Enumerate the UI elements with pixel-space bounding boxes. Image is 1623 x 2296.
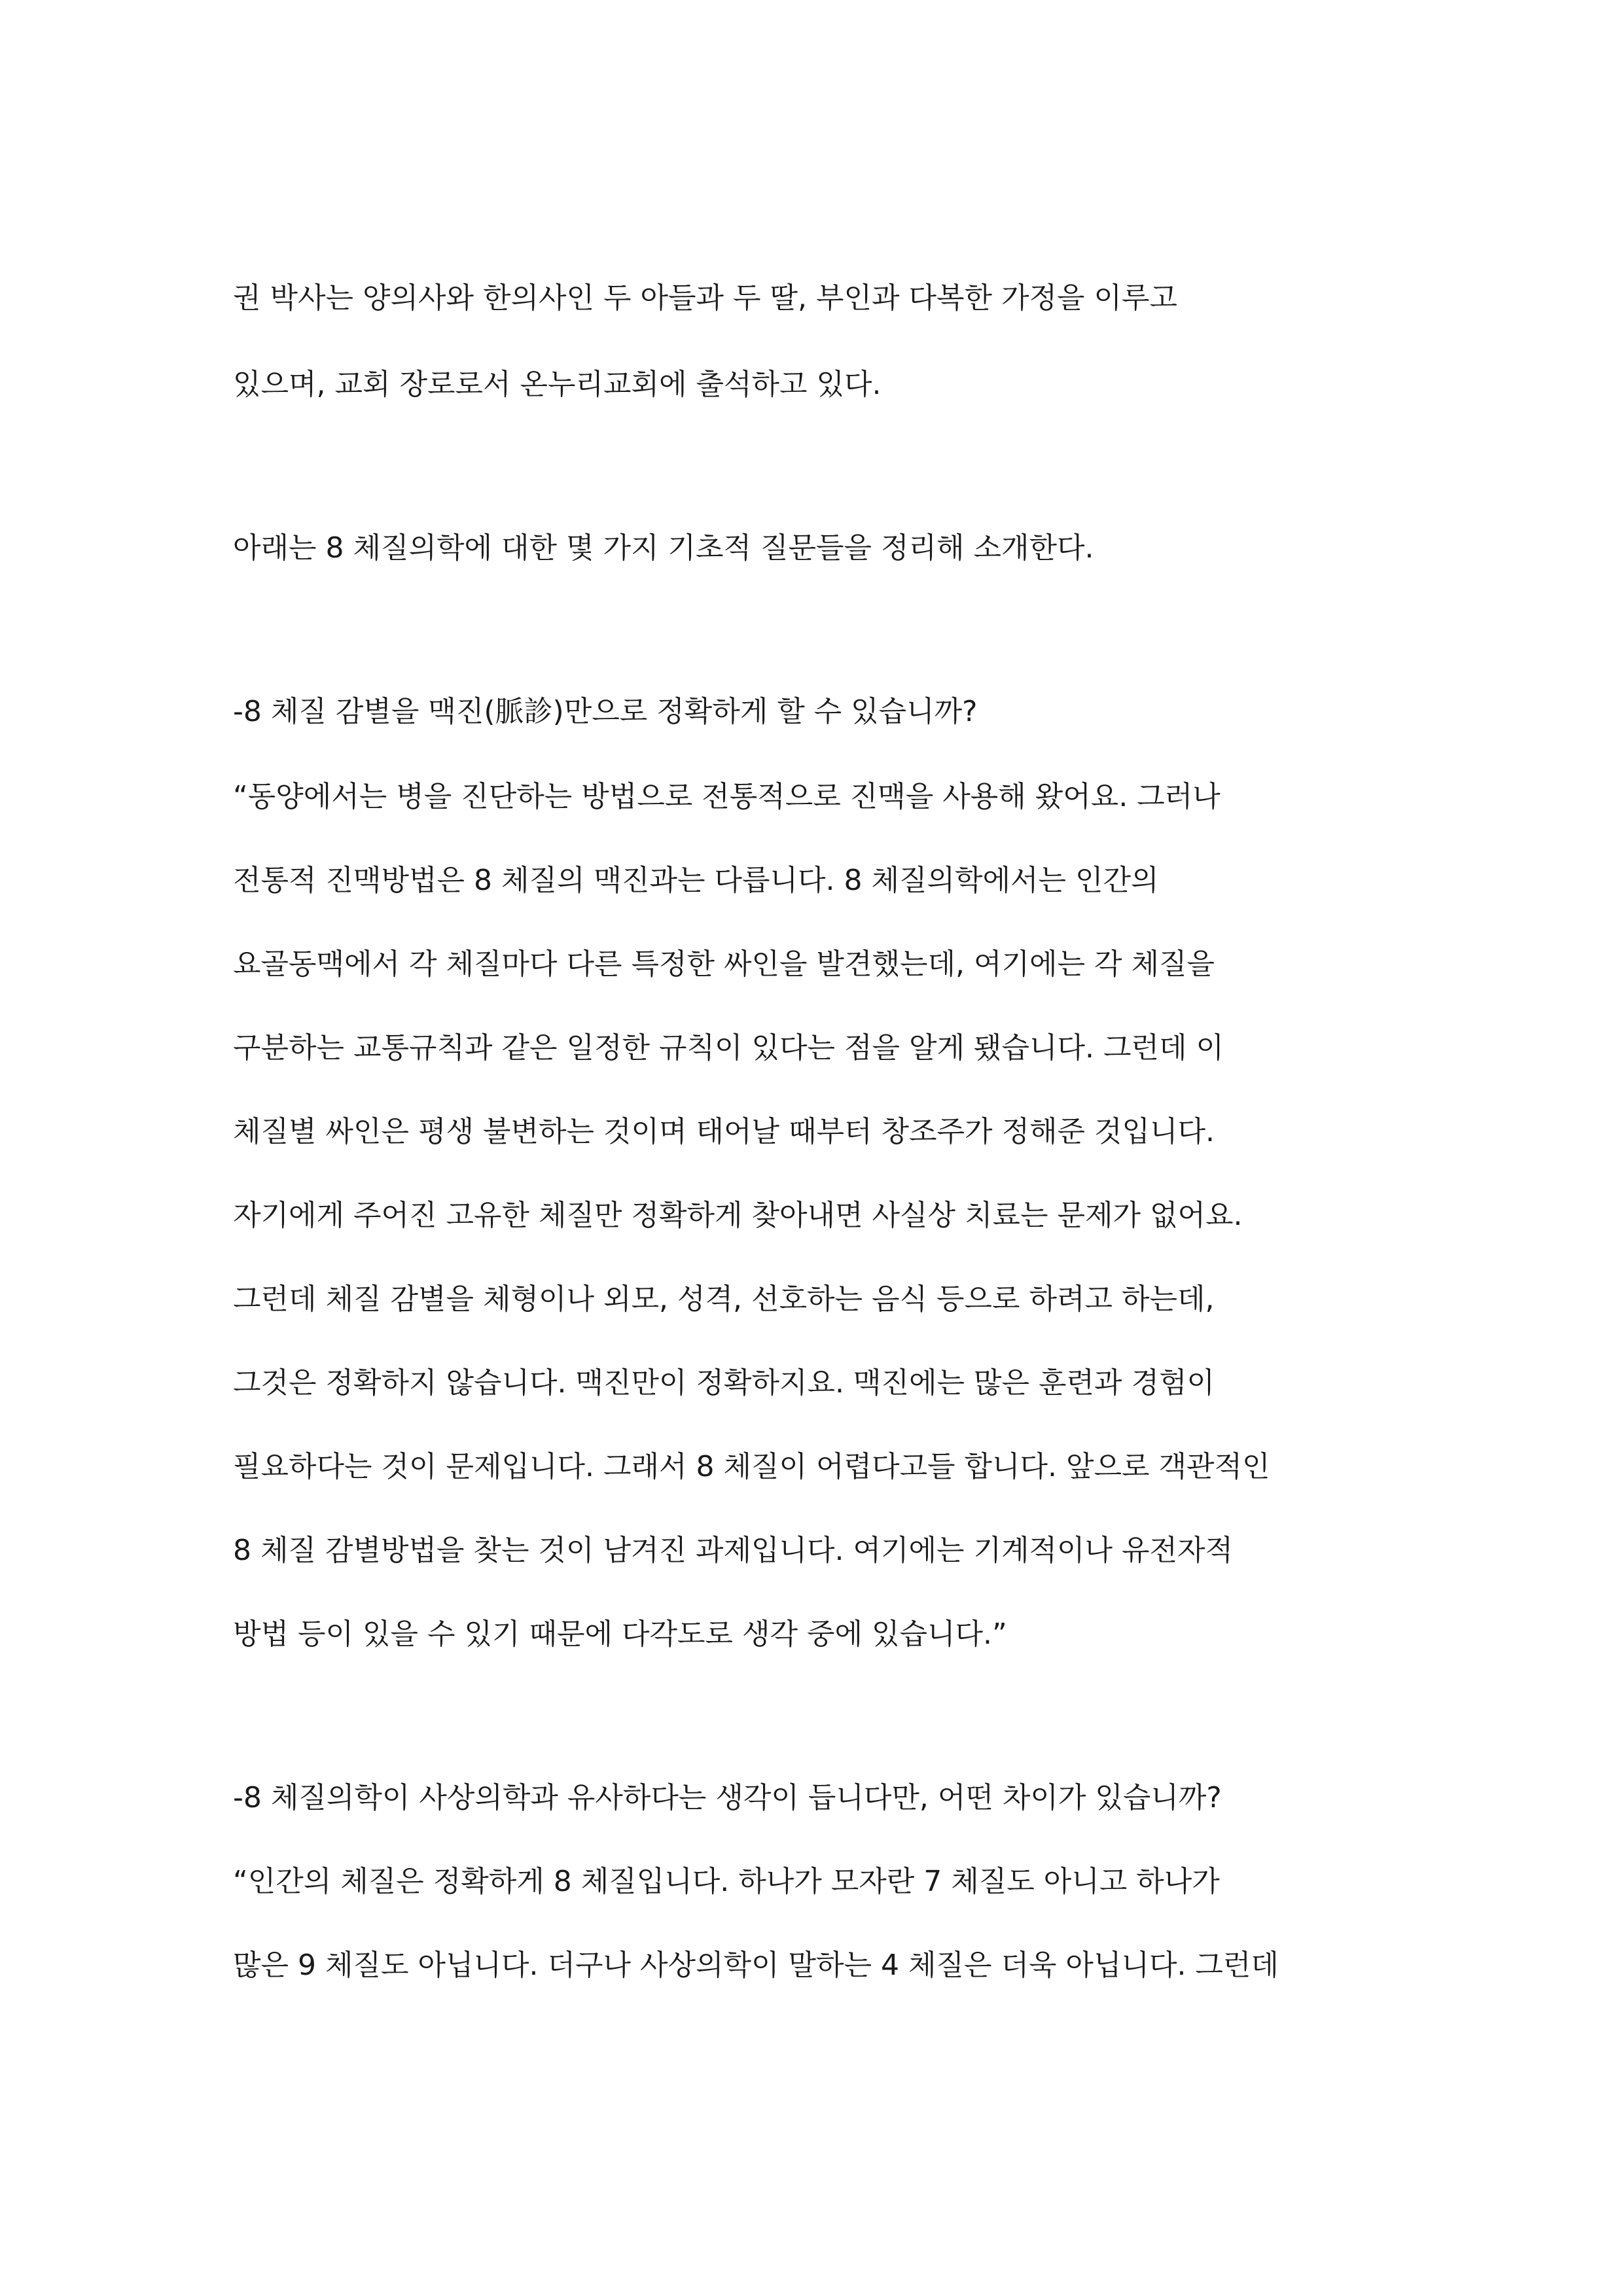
text-line: 있으며, 교회 장로로서 온누리교회에 출석하고 있다. bbox=[233, 368, 882, 401]
answer-line: 많은 9 체질도 아닙니다. 더구나 사상의학이 말하는 4 체질은 더욱 아닙니다. 그런데 bbox=[233, 1949, 1279, 1982]
question-line: -8 체질의학이 사상의학과 유사하다는 생각이 듭니다만, 어떤 차이가 있습니까? bbox=[233, 1781, 1222, 1814]
text-line: 권 박사는 양의사와 한의사인 두 아들과 두 딸, 부인과 다복한 가정을 이루고 bbox=[233, 281, 1177, 315]
answer-line: 그것은 정확하지 않습니다. 맥진만이 정확하지요. 맥진에는 많은 훈련과 경험이 bbox=[233, 1366, 1215, 1400]
answer-line: 전통적 진맥방법은 8 체질의 맥진과는 다릅니다. 8 체질의학에서는 인간의 bbox=[233, 864, 1159, 897]
answer-line: 방법 등이 있을 수 있기 때문에 다각도로 생각 중에 있습니다.” bbox=[233, 1617, 1007, 1651]
answer-line: 그런데 체질 감별을 체형이나 외모, 성격, 선호하는 음식 등으로 하려고 하는데, bbox=[233, 1282, 1215, 1316]
answer-line: 요골동맥에서 각 체질마다 다른 특정한 싸인을 발견했는데, 여기에는 각 체질을 bbox=[233, 947, 1215, 981]
answer-line: 체질별 싸인은 평생 불변하는 것이며 태어날 때부터 창조주가 정해준 것입니다. bbox=[233, 1115, 1215, 1148]
text-line: 아래는 8 체질의학에 대한 몇 가지 기초적 질문들을 정리해 소개한다. bbox=[233, 531, 1094, 565]
answer-line: 구분하는 교통규칙과 같은 일정한 규칙이 있다는 점을 알게 됐습니다. 그런데 이 bbox=[233, 1031, 1224, 1065]
answer-line: 8 체질 감별방법을 찾는 것이 남겨진 과제입니다. 여기에는 기계적이나 유전자적 bbox=[233, 1534, 1233, 1567]
answer-line: “동양에서는 병을 진단하는 방법으로 전통적으로 진맥을 사용해 왔어요. 그러나 bbox=[233, 780, 1221, 813]
question-line: -8 체질 감별을 맥진(脈診)만으로 정확하게 할 수 있습니까? bbox=[233, 695, 978, 728]
answer-line: “인간의 체질은 정확하게 8 체질입니다. 하나가 모자란 7 체질도 아니고 하나가 bbox=[233, 1865, 1220, 1898]
answer-line: 필요하다는 것이 문제입니다. 그래서 8 체질이 어렵다고들 합니다. 앞으로 객관적인 bbox=[233, 1450, 1270, 1483]
answer-line: 자기에게 주어진 고유한 체질만 정확하게 찾아내면 사실상 치료는 문제가 없어요. bbox=[233, 1199, 1243, 1232]
